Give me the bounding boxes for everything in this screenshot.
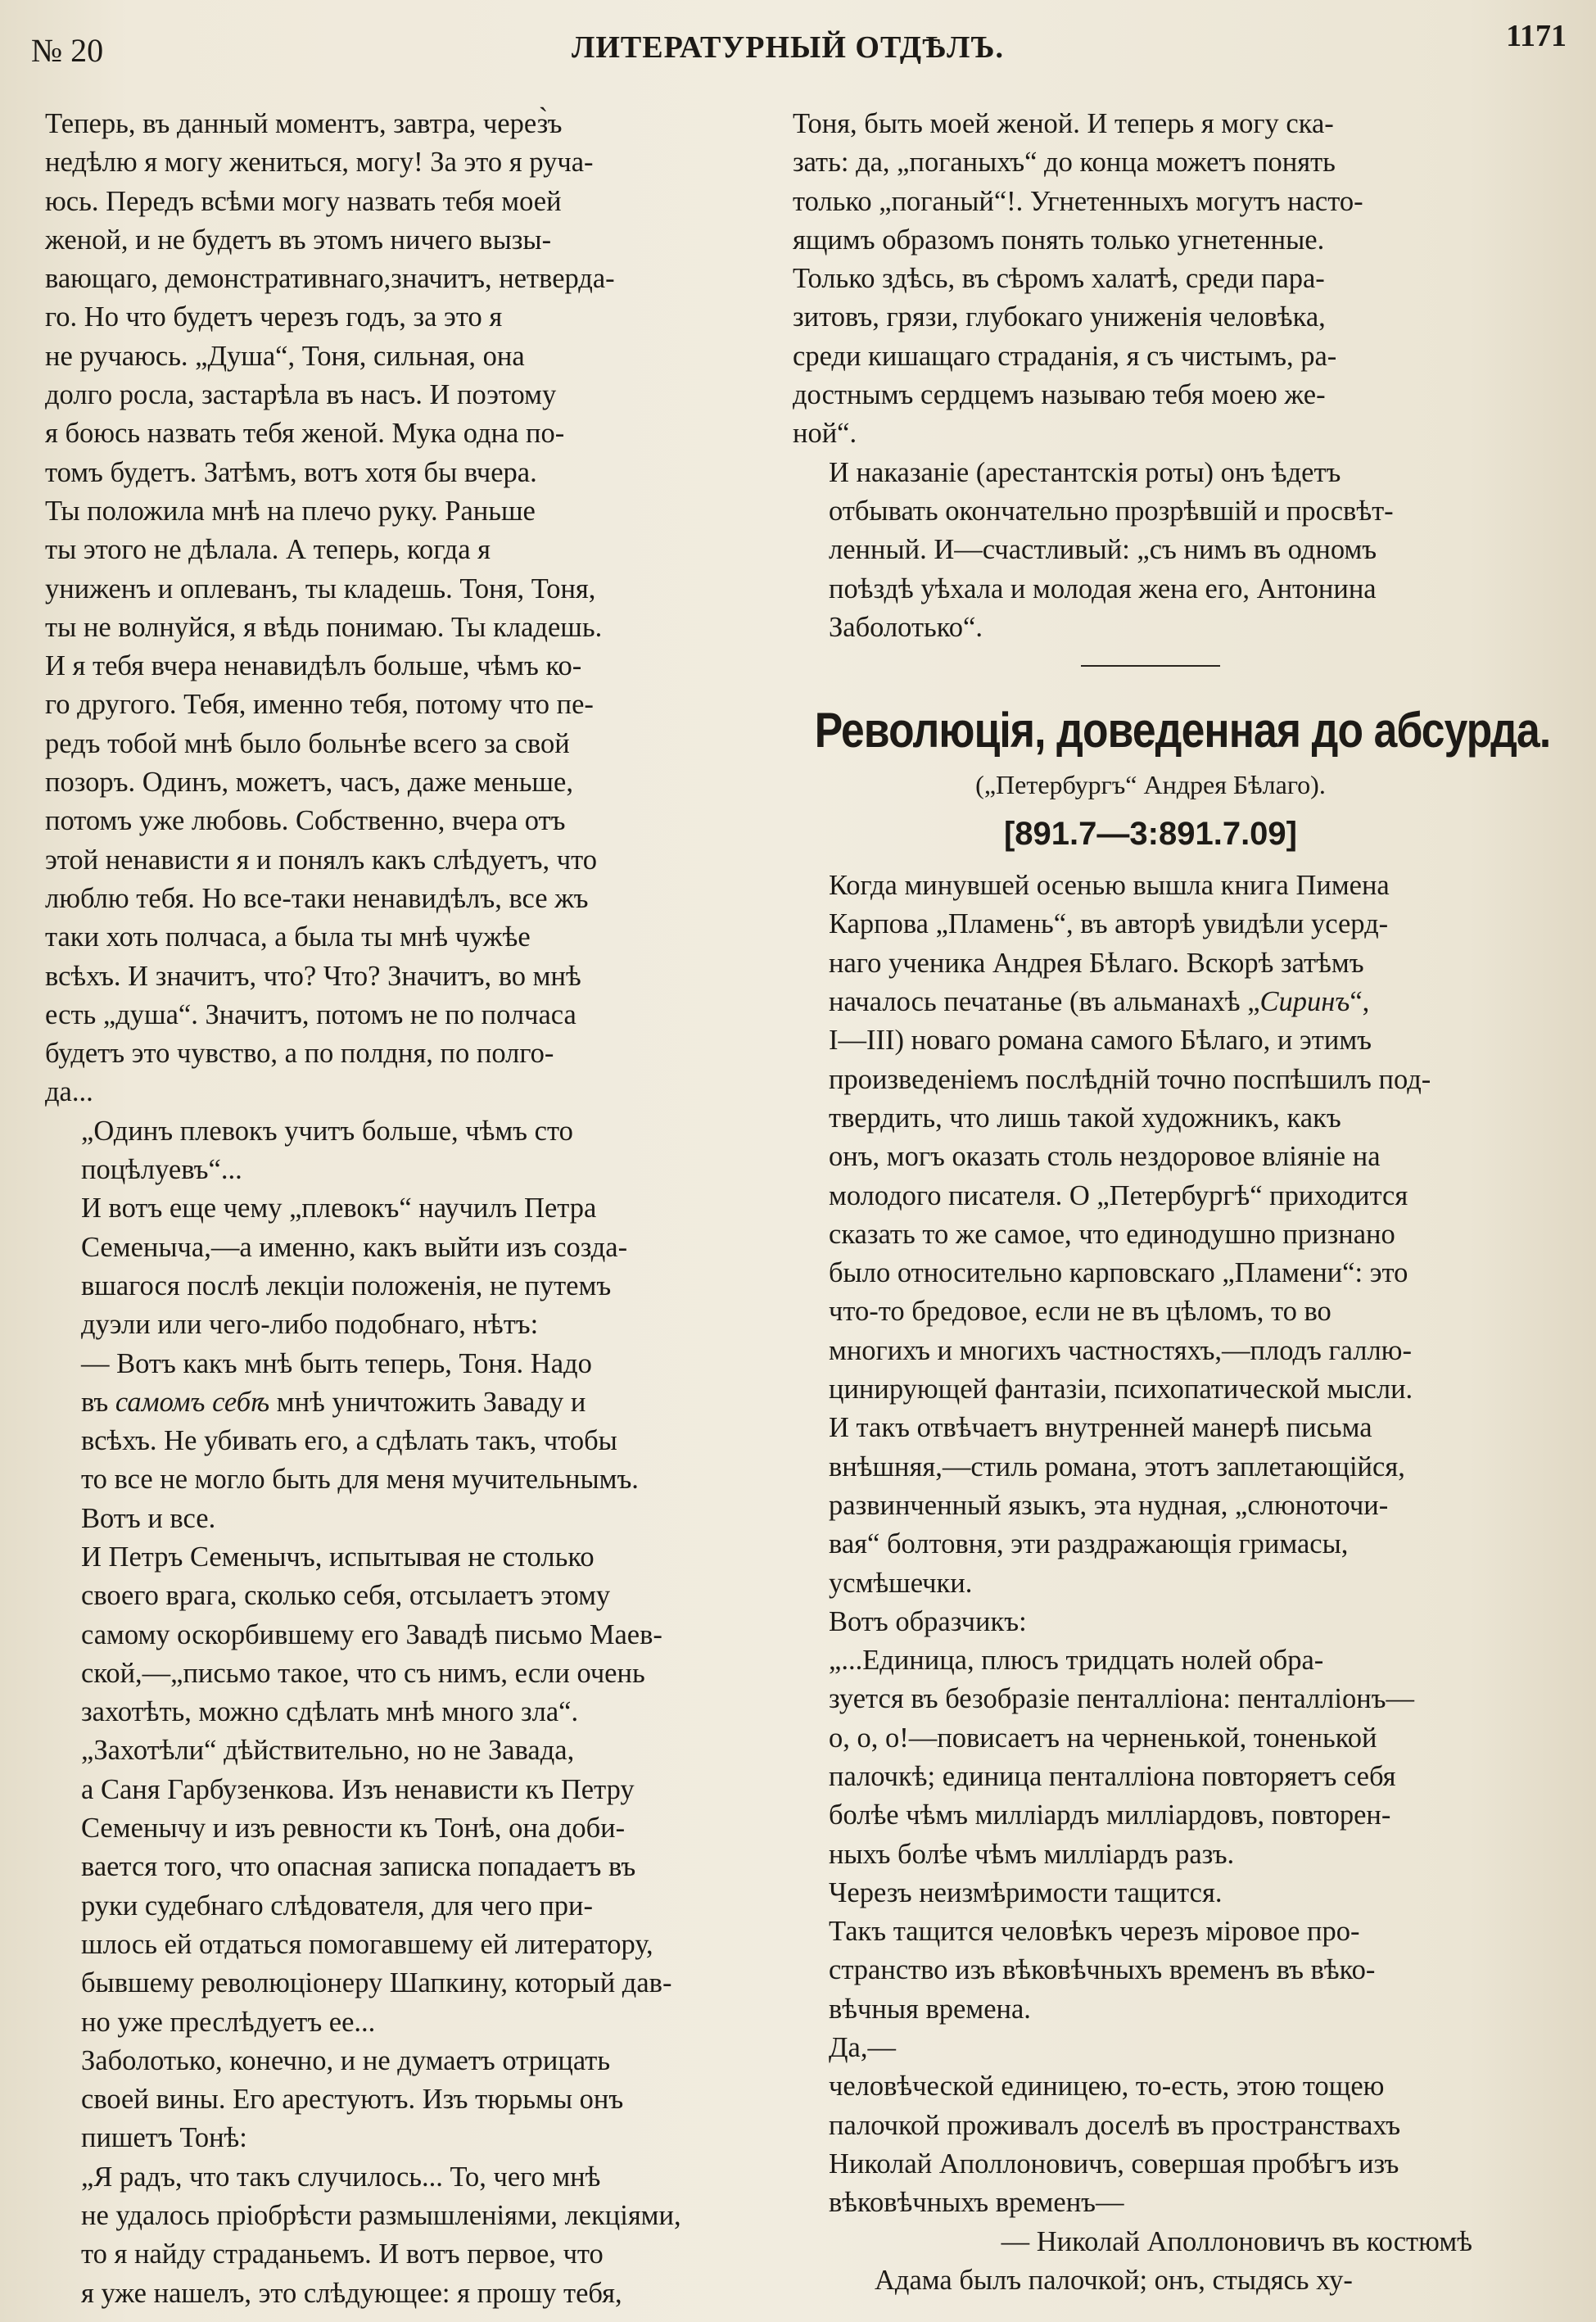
text-line: поѣздѣ уѣхала и молодая жена его, Антонина bbox=[829, 573, 1377, 604]
text-line: Тоня, быть моей женой. И теперь я могу ска- bbox=[793, 108, 1334, 139]
text-fragment: “, bbox=[1350, 986, 1370, 1018]
right-column bbox=[793, 105, 1551, 2300]
text-line: я боюсь назвать тебя женой. Мука одна по- bbox=[45, 418, 565, 450]
text-line: долго росла, застарѣла въ насъ. И поэтому bbox=[45, 379, 557, 411]
text-fragment: мнѣ уничтожить Заваду и bbox=[269, 1386, 586, 1418]
text-line: Николай Аполлоновичъ, совершая пробѣгъ изъ bbox=[829, 2148, 1399, 2179]
paragraph bbox=[793, 1912, 1508, 2029]
text-line: было относительно карповскаго „Пламени“: это bbox=[829, 1257, 1408, 1289]
paragraph bbox=[793, 1641, 1508, 1874]
text-line: ной“. bbox=[793, 418, 857, 450]
text-line: многихъ и многихъ частностяхъ,—плодъ галлю- bbox=[829, 1334, 1412, 1366]
text-line: редъ тобой мнѣ было больнѣе всего за свой bbox=[45, 727, 570, 759]
text-line: Карпова „Пламень“, въ авторѣ увидѣли усерд- bbox=[829, 908, 1389, 940]
text-line: вшагося послѣ лекціи положенія, не путемъ bbox=[81, 1270, 612, 1301]
text-line: — Вотъ какъ мнѣ быть теперь, Тоня. Надо bbox=[81, 1347, 592, 1379]
text-line: о, о, о!—повисаетъ на черненькой, тоненькой bbox=[829, 1722, 1377, 1754]
text-line: Ты положила мнѣ на плечо руку. Раньше bbox=[45, 495, 536, 527]
text-line: цинирующей фантазіи, психопатической мысли. bbox=[829, 1374, 1413, 1405]
text-line: дуэли или чего-либо подобнаго, нѣтъ: bbox=[81, 1309, 539, 1341]
text-line: да... bbox=[45, 1076, 93, 1108]
text-line: развинченный языкъ, эта нудная, „слюноточи- bbox=[829, 1489, 1389, 1521]
text-line: И наказаніе (арестантскія роты) онъ ѣдетъ bbox=[829, 456, 1341, 488]
text-line: внѣшняя,—стиль романа, этотъ заплетающійся, bbox=[829, 1451, 1405, 1482]
text-line: болѣе чѣмъ милліардъ милліардовъ, повторен- bbox=[829, 1799, 1391, 1831]
text-line: I—III) новаго романа самого Бѣлаго, и этимъ bbox=[829, 1025, 1372, 1057]
text-line: И я тебя вчера ненавидѣлъ больше, чѣмъ ко- bbox=[45, 650, 582, 682]
text-line: Да,— bbox=[829, 2032, 896, 2064]
text-line: ской,—„письмо такое, что съ нимъ, если очень bbox=[81, 1657, 645, 1689]
text-line: я уже нашелъ, это слѣдующее: я прошу тебя, bbox=[81, 2277, 622, 2309]
text-line: И Петръ Семенычъ, испытывая не столько bbox=[81, 1541, 595, 1573]
paragraph bbox=[793, 867, 1508, 1603]
text-line: Только здѣсь, въ сѣромъ халатѣ, среди пара- bbox=[793, 263, 1325, 295]
text-line: но уже преслѣдуетъ ее... bbox=[81, 2006, 376, 2038]
text-line: всѣхъ. Не убивать его, а сдѣлать такъ, чтобы bbox=[81, 1425, 617, 1457]
text-line: потомъ уже любовь. Собственно, вчера отъ bbox=[45, 805, 566, 837]
text-line: вѣковѣчныхъ временъ— bbox=[829, 2187, 1124, 2219]
text-line: зать: да, „поганыхъ“ до конца можетъ понять bbox=[793, 147, 1336, 179]
text-line: И такъ отвѣчаетъ внутренней манерѣ письма bbox=[829, 1412, 1372, 1444]
text-line: палочкой проживалъ доселѣ въ пространствахъ bbox=[829, 2109, 1401, 2141]
text-line: шлось ей отдаться помогавшему ей литератору, bbox=[81, 1928, 653, 1960]
paragraph bbox=[793, 2029, 1508, 2067]
text-line: ты этого не дѣлала. А теперь, когда я bbox=[45, 534, 491, 566]
text-line: поцѣлуевъ“... bbox=[81, 1154, 242, 1186]
text-line: юсь. Передъ всѣми могу назвать тебя моей bbox=[45, 185, 562, 217]
text-line: этой ненависти я и понялъ какъ слѣдуетъ, что bbox=[45, 844, 597, 876]
text-line: Теперь, въ данный моментъ, завтра, через̀ъ bbox=[45, 108, 563, 139]
text-line: томъ будетъ. Затѣмъ, вотъ хотя бы вчера. bbox=[45, 456, 537, 488]
text-fragment: въ bbox=[81, 1386, 115, 1418]
paragraph bbox=[45, 2042, 753, 2158]
text-line: Вотъ образчикъ: bbox=[829, 1605, 1027, 1637]
text-line bbox=[793, 983, 1508, 1021]
text-line: не ручаюсь. „Душа“, Тоня, сильная, она bbox=[45, 340, 525, 372]
emphasized-text: самомъ себѣ bbox=[115, 1386, 270, 1418]
text-line: ныхъ болѣе чѣмъ милліардъ разъ. bbox=[829, 1838, 1235, 1870]
text-line: — Николай Аполлоновичъ въ костюмѣ bbox=[1001, 2225, 1472, 2257]
text-line: твердить, что лишь такой художникъ, какъ bbox=[829, 1102, 1341, 1134]
paragraph bbox=[45, 2158, 753, 2313]
text-line: ты не волнуйся, я вѣдь понимаю. Ты кладешь. bbox=[45, 611, 603, 643]
text-line: вая“ болтовня, эти раздражающія гримасы, bbox=[829, 1528, 1349, 1560]
text-line: молодого писателя. О „Петербургѣ“ приходится bbox=[829, 1179, 1408, 1211]
left-column bbox=[45, 105, 753, 2313]
text-line: а Саня Гарбузенкова. Изъ ненависти къ Петру bbox=[81, 1773, 635, 1805]
paragraph bbox=[793, 2223, 1508, 2301]
text-line: Семенычу и изъ ревности къ Тонѣ, она доби- bbox=[81, 1813, 626, 1844]
text-line: вается того, что опасная записка попадаетъ въ bbox=[81, 1851, 636, 1883]
paragraph bbox=[45, 1731, 753, 2041]
paragraph bbox=[45, 1189, 753, 1344]
text-line: есть „душа“. Значитъ, потомъ не по полчаса bbox=[45, 998, 576, 1030]
text-line: вающаго, демонстративнаго,значитъ, нетверда- bbox=[45, 263, 615, 295]
text-line: „Одинъ плевокъ учитъ больше, чѣмъ сто bbox=[81, 1115, 573, 1147]
paragraph bbox=[45, 1112, 753, 1190]
text-line: Такъ тащится человѣкъ черезъ міровое про- bbox=[829, 1916, 1360, 1948]
text-line: Заболотько, конечно, и не думаетъ отрицать bbox=[81, 2044, 611, 2076]
paragraph bbox=[45, 1538, 753, 1731]
text-line: Вотъ и все. bbox=[81, 1502, 216, 1534]
text-line: отбывать окончательно прозрѣвшій и просвѣт- bbox=[829, 495, 1394, 527]
text-line: Адама былъ палочкой; онъ, стыдясь ху- bbox=[875, 2264, 1353, 2296]
text-line: Когда минувшей осенью вышла книга Пимена bbox=[829, 870, 1390, 902]
text-line: „Захотѣли“ дѣйствительно, но не Завада, bbox=[81, 1735, 575, 1767]
text-line: зуется въ безобразіе пенталліона: пенталліонъ— bbox=[829, 1683, 1415, 1715]
paragraph bbox=[793, 2067, 1508, 2222]
text-line: Черезъ неизмѣримости тащится. bbox=[829, 1876, 1223, 1908]
text-line: онъ, могъ оказать столь нездоровое вліяніе на bbox=[829, 1141, 1381, 1173]
text-fragment: началось печатанье (въ альманахѣ „ bbox=[829, 986, 1260, 1018]
text-line: пишетъ Тонѣ: bbox=[81, 2122, 247, 2154]
text-line: наго ученика Андрея Бѣлаго. Вскорѣ затѣмъ bbox=[829, 947, 1364, 979]
text-line: люблю тебя. Но все-таки ненавидѣлъ, все жъ bbox=[45, 882, 589, 914]
text-line: только „поганый“!. Угнетенныхъ могутъ насто- bbox=[793, 185, 1363, 217]
text-line: Семеныча,—а именно, какъ выйти изъ созда- bbox=[81, 1231, 628, 1263]
running-head bbox=[31, 18, 1567, 75]
text-line: человѣческой единицею, то-есть, этою тощею bbox=[829, 2071, 1385, 2102]
text-line: то все не могло быть для меня мучительнымъ. bbox=[81, 1464, 639, 1496]
text-line: достнымъ сердцемъ называю тебя моею же- bbox=[793, 379, 1326, 411]
paragraph bbox=[793, 1874, 1508, 1912]
paragraph bbox=[793, 454, 1508, 647]
text-line: зитовъ, грязи, глубокаго униженія человѣка, bbox=[793, 301, 1326, 333]
text-line: своей вины. Его арестуютъ. Изъ тюрьмы онъ bbox=[81, 2084, 624, 2116]
text-line: женой, и не будетъ въ этомъ ничего вызы- bbox=[45, 224, 552, 256]
text-line: позоръ. Одинъ, можетъ, часъ, даже меньше, bbox=[45, 767, 573, 799]
text-line: не удалось пріобрѣсти размышленіями, лекціями, bbox=[81, 2200, 681, 2232]
paragraph bbox=[45, 1345, 753, 1538]
issue-number: № 20 bbox=[31, 32, 104, 69]
text-line: сказать то же самое, что единодушно признано bbox=[829, 1218, 1395, 1250]
text-line: таки хоть полчаса, а была ты мнѣ чужѣе bbox=[45, 921, 531, 953]
text-line: усмѣшечки. bbox=[829, 1567, 973, 1599]
text-line: го. Но что будетъ черезъ годъ, за это я bbox=[45, 301, 503, 333]
section-divider bbox=[1081, 665, 1220, 667]
section-title: ЛИТЕРАТУРНЫЙ ОТДѢЛЪ. bbox=[572, 30, 1004, 65]
text-line: что-то бредовое, если не въ цѣломъ, то во bbox=[829, 1296, 1332, 1328]
text-line: палочкѣ; единица пенталліона повторяетъ себя bbox=[829, 1760, 1396, 1792]
text-line: И вотъ еще чему „плевокъ“ научилъ Петра bbox=[81, 1193, 597, 1224]
text-line: всѣхъ. И значитъ, что? Что? Значитъ, во мнѣ bbox=[45, 960, 581, 992]
article-subtitle: („Петербургъ“ Андрея Бѣлаго). bbox=[975, 770, 1326, 800]
text-line: руки судебнаго слѣдователя, для чего при- bbox=[81, 1890, 593, 1921]
text-line: захотѣть, можно сдѣлать мнѣ много зла“. bbox=[81, 1696, 579, 1728]
text-line: униженъ и оплеванъ, ты кладешь. Тоня, Тоня, bbox=[45, 573, 596, 604]
text-line: „Я радъ, что такъ случилось... То, чего мнѣ bbox=[81, 2161, 601, 2193]
paragraph bbox=[793, 1603, 1508, 1641]
article-title: Революція, доведенная до абсурда. bbox=[814, 703, 1551, 758]
text-line: ленный. И—счастливый: „съ нимъ въ одномъ bbox=[829, 534, 1377, 566]
text-line: среди кишащаго страданія, я съ чистымъ, ра- bbox=[793, 340, 1337, 372]
paragraph bbox=[45, 105, 753, 1112]
text-line: го другого. Тебя, именно тебя, потому что пе- bbox=[45, 689, 594, 721]
text-line: то я найду страданьемъ. И вотъ первое, что bbox=[81, 2238, 604, 2270]
text-line bbox=[45, 1383, 753, 1422]
page-number: 1171 bbox=[1506, 19, 1567, 53]
paragraph bbox=[793, 105, 1508, 454]
text-line: странство изъ вѣковѣчныхъ временъ въ вѣко- bbox=[829, 1954, 1376, 1986]
classification-code: [891.7—3:891.7.09] bbox=[1003, 816, 1297, 853]
text-line: вѣчныя времена. bbox=[829, 1993, 1031, 2025]
text-line: „...Единица, плюсъ тридцать нолей обра- bbox=[829, 1645, 1324, 1677]
text-line: ящимъ образомъ понять только угнетенные. bbox=[793, 224, 1325, 256]
text-line: бывшему революціонеру Шапкину, который дав- bbox=[81, 1967, 672, 1999]
text-line: самому оскорбившему его Завадѣ письмо Маев- bbox=[81, 1618, 662, 1650]
text-line: произведеніемъ послѣдній точно поспѣшилъ под- bbox=[829, 1063, 1431, 1095]
text-line: Заболотько“. bbox=[829, 611, 983, 643]
text-line: своего врага, сколько себя, отсылаетъ этому bbox=[81, 1580, 611, 1612]
text-line: недѣлю я могу жениться, могу! За это я руча- bbox=[45, 147, 594, 179]
text-line: будетъ это чувство, а по полдня, по полго- bbox=[45, 1038, 554, 1070]
emphasized-text: Сиринъ bbox=[1259, 986, 1350, 1018]
